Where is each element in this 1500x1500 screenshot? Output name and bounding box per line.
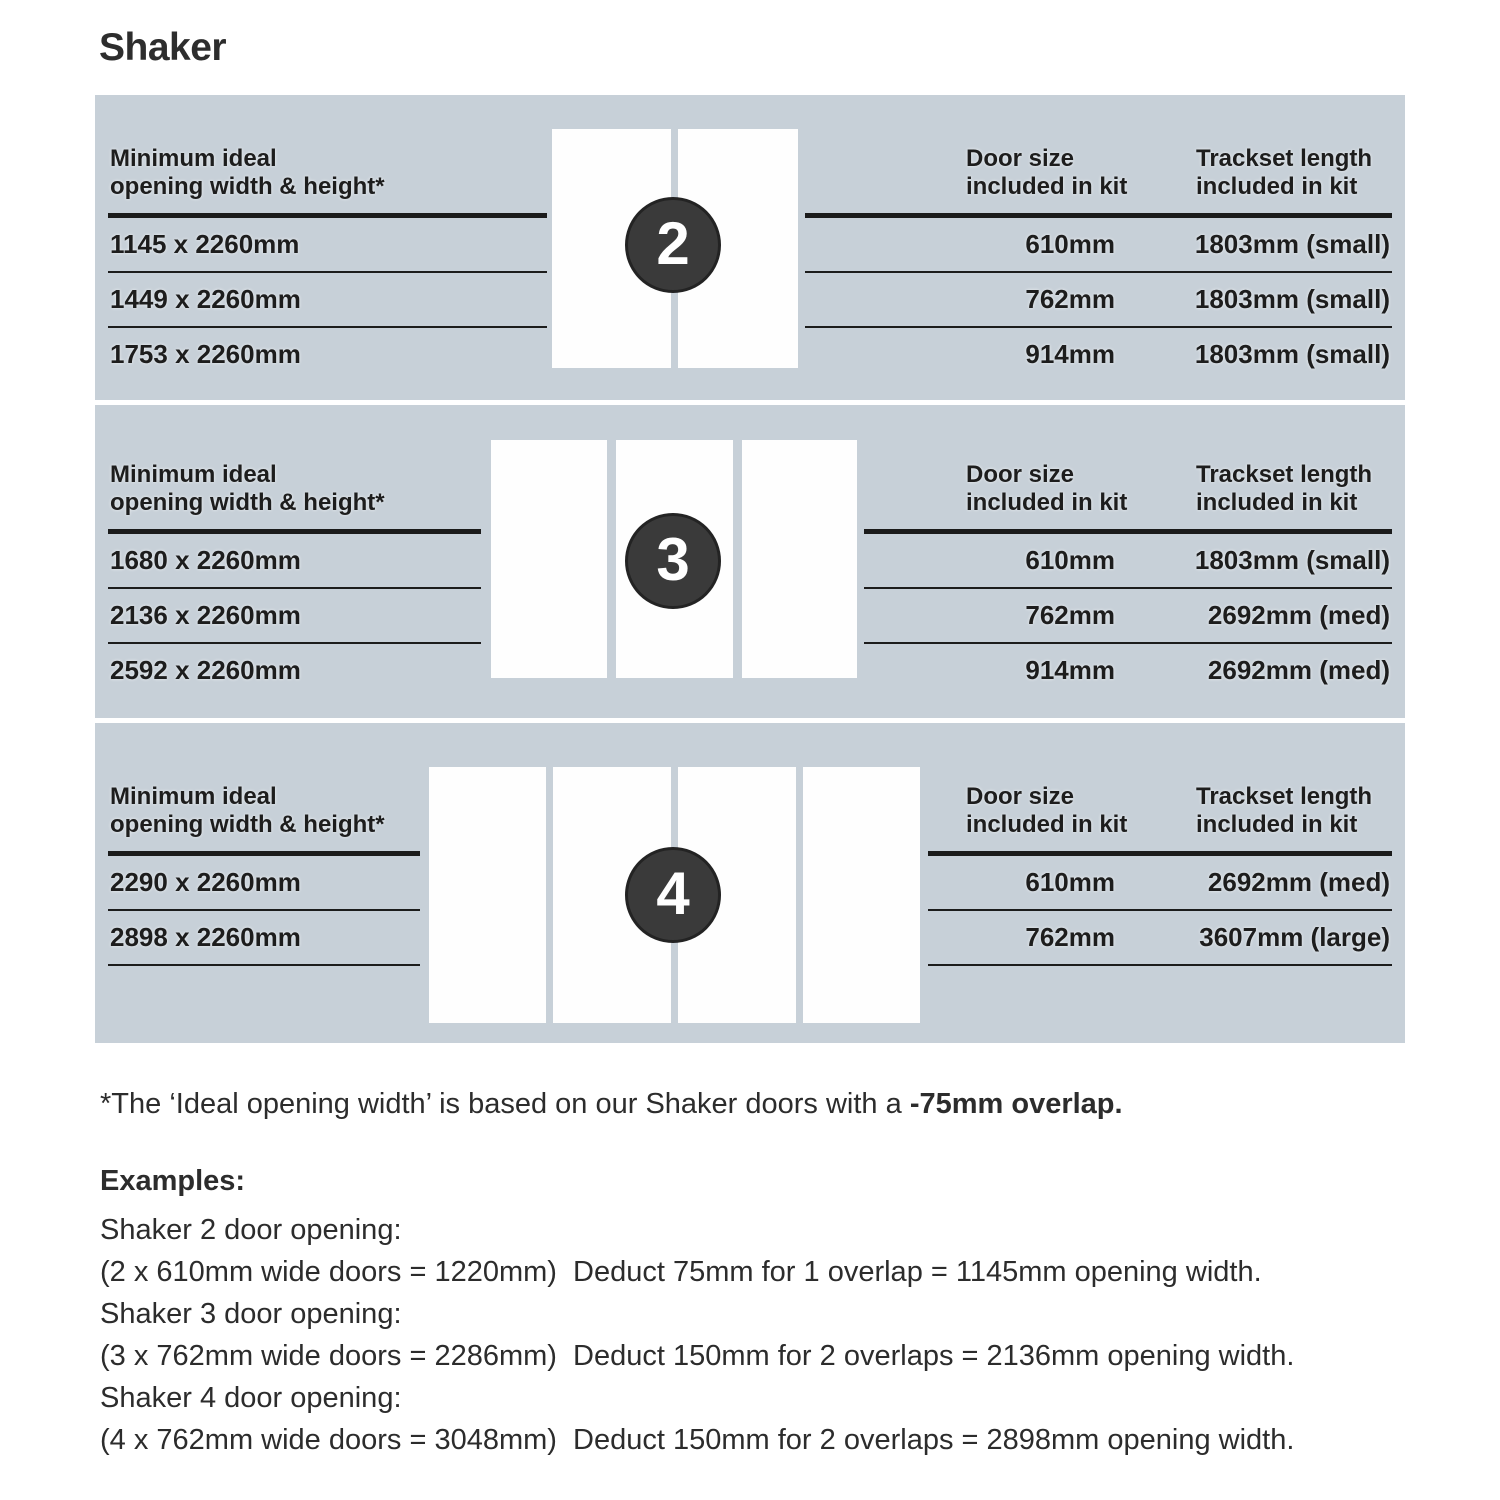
table-row <box>108 911 420 966</box>
trackset-length-value: 3607mm (large) <box>1199 922 1390 952</box>
opening-size-column <box>108 461 481 697</box>
door-size-value: 762mm <box>1025 922 1115 952</box>
table-row <box>864 589 1392 644</box>
opening-size-value: 1449 x 2260mm <box>110 284 301 314</box>
kit-rows <box>864 534 1392 697</box>
door-size-value: 610mm <box>1025 229 1115 259</box>
kit-rows <box>928 856 1392 966</box>
spec-panel-2-door <box>95 95 1405 400</box>
trackset-column-header: Trackset length included in kit <box>1196 461 1373 516</box>
door-count-badge: 3 <box>625 513 721 609</box>
opening-size-value: 1145 x 2260mm <box>110 229 300 259</box>
table-row <box>805 328 1392 381</box>
table-row <box>928 856 1392 911</box>
door-size-value: 914mm <box>1025 339 1115 369</box>
opening-size-column <box>108 783 420 966</box>
table-row <box>108 589 481 644</box>
table-row <box>108 273 547 328</box>
table-row <box>108 218 547 273</box>
door-size-value: 610mm <box>1025 545 1115 575</box>
table-row <box>108 534 481 589</box>
door-size-value: 914mm <box>1025 655 1115 685</box>
example-label: Shaker 4 door opening: <box>100 1382 402 1414</box>
example-label: Shaker 3 door opening: <box>100 1298 402 1330</box>
opening-size-column <box>108 145 547 381</box>
opening-size-value: 1753 x 2260mm <box>110 339 301 369</box>
door-panel <box>491 440 607 678</box>
door-panel <box>803 767 920 1023</box>
trackset-length-value: 2692mm (med) <box>1207 867 1390 897</box>
kit-columns <box>805 145 1392 381</box>
door-panel <box>429 767 546 1023</box>
door-count-badge: 2 <box>625 197 721 293</box>
opening-size-value: 1680 x 2260mm <box>110 545 301 575</box>
opening-size-rows <box>108 218 547 381</box>
opening-size-rows <box>108 856 420 966</box>
door-size-column-header: Door size included in kit <box>966 461 1128 516</box>
table-row <box>928 911 1392 966</box>
door-size-column-header: Door size included in kit <box>966 145 1128 200</box>
table-row <box>108 644 481 697</box>
example-calc: (4 x 762mm wide doors = 3048mm) Deduct 150mm for 2 overlaps = 2898mm opening width. <box>100 1424 1295 1456</box>
table-row <box>805 273 1392 328</box>
opening-size-rows <box>108 534 481 697</box>
door-size-value: 762mm <box>1025 600 1115 630</box>
footnote-text: *The ‘Ideal opening width’ is based on our Shaker doors with a <box>100 1088 910 1120</box>
opening-size-value: 2592 x 2260mm <box>110 655 301 685</box>
trackset-column-header: Trackset length included in kit <box>1196 145 1373 200</box>
example-label: Shaker 2 door opening: <box>100 1214 402 1246</box>
opening-column-header: Minimum ideal opening width & height* <box>110 461 385 516</box>
spec-panel-4-door <box>95 723 1405 1043</box>
opening-size-value: 2290 x 2260mm <box>110 867 301 897</box>
door-size-value: 610mm <box>1025 867 1115 897</box>
overlap-footnote <box>100 1088 1123 1121</box>
opening-column-header: Minimum ideal opening width & height* <box>110 145 385 200</box>
kit-columns <box>928 783 1392 966</box>
opening-size-value: 2898 x 2260mm <box>110 922 301 952</box>
trackset-length-value: 1803mm (small) <box>1194 284 1390 314</box>
opening-column-header: Minimum ideal opening width & height* <box>110 783 385 838</box>
examples-section <box>100 1160 1294 1461</box>
kit-columns <box>864 461 1392 697</box>
example-calc: (3 x 762mm wide doors = 2286mm) Deduct 150mm for 2 overlaps = 2136mm opening width. <box>100 1340 1295 1372</box>
page-title: Shaker <box>99 26 227 69</box>
trackset-length-value: 1803mm (small) <box>1194 339 1390 369</box>
door-size-value: 762mm <box>1025 284 1115 314</box>
table-row <box>108 856 420 911</box>
examples-heading: Examples: <box>100 1165 246 1197</box>
door-panel <box>742 440 857 678</box>
trackset-length-value: 1803mm (small) <box>1194 229 1390 259</box>
table-row <box>805 218 1392 273</box>
table-row <box>108 328 547 381</box>
kit-rows <box>805 218 1392 381</box>
trackset-length-value: 1803mm (small) <box>1194 545 1390 575</box>
opening-size-value: 2136 x 2260mm <box>110 600 301 630</box>
table-row <box>864 644 1392 697</box>
example-calc: (2 x 610mm wide doors = 1220mm) Deduct 75mm for 1 overlap = 1145mm opening width. <box>100 1256 1262 1288</box>
trackset-length-value: 2692mm (med) <box>1207 600 1390 630</box>
door-count-badge: 4 <box>625 847 721 943</box>
trackset-column-header: Trackset length included in kit <box>1196 783 1373 838</box>
spec-panel-3-door <box>95 405 1405 718</box>
trackset-length-value: 2692mm (med) <box>1207 655 1390 685</box>
footnote-bold-text: -75mm overlap. <box>909 1088 1123 1120</box>
door-size-column-header: Door size included in kit <box>966 783 1128 838</box>
table-row <box>864 534 1392 589</box>
